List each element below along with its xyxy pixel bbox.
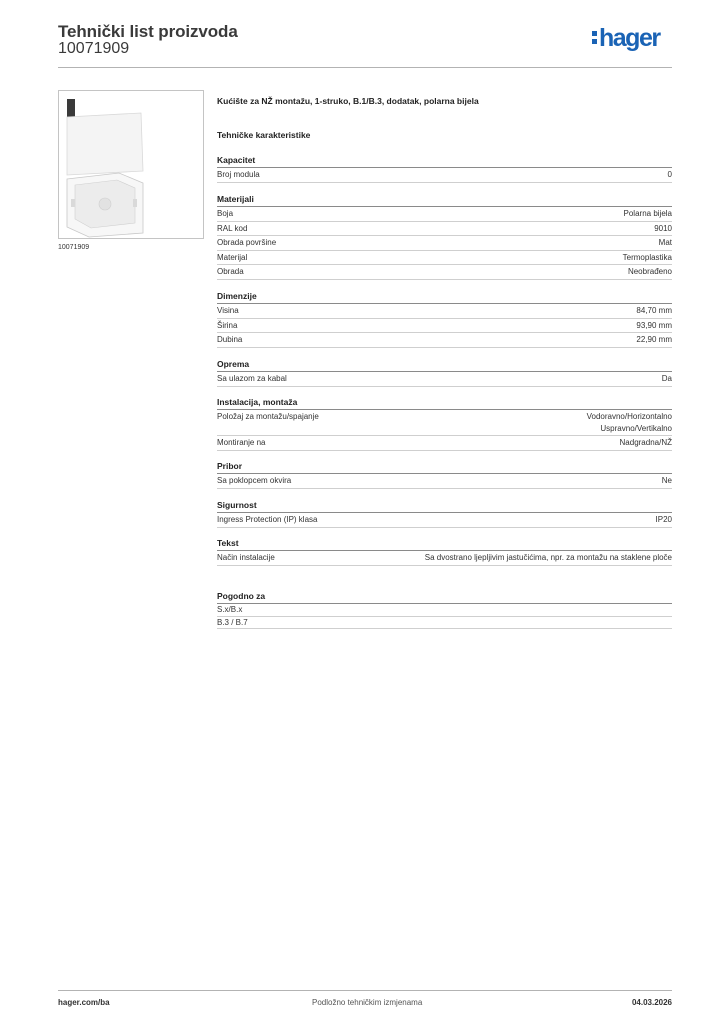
spec-row bbox=[217, 319, 672, 334]
section-dimenzije bbox=[217, 290, 672, 348]
spec-value: Sa dvostrano ljepljivim jastučićima, npr. za montažu na staklene ploče bbox=[424, 553, 672, 562]
section-tekst bbox=[217, 537, 672, 566]
section-title: Tekst bbox=[217, 537, 672, 551]
section-materijali bbox=[217, 193, 672, 280]
logo-dots-icon bbox=[592, 26, 597, 47]
section-pogodno-za bbox=[217, 590, 672, 629]
header-divider bbox=[58, 67, 672, 68]
spec-key: Položaj za montažu/spajanje bbox=[217, 412, 319, 421]
spec-key: Način instalacije bbox=[217, 553, 275, 562]
section-title: Pribor bbox=[217, 460, 672, 474]
section-oprema bbox=[217, 358, 672, 387]
spec-value: Polarna bijela bbox=[623, 209, 672, 218]
section-pribor bbox=[217, 460, 672, 489]
spec-row bbox=[217, 251, 672, 266]
section-title: Pogodno za bbox=[217, 590, 672, 604]
section-title: Dimenzije bbox=[217, 290, 672, 304]
spec-row bbox=[217, 304, 672, 319]
spec-value: Neobrađeno bbox=[627, 267, 672, 276]
footer-divider bbox=[58, 990, 672, 991]
page-title: Tehnički list proizvoda bbox=[58, 22, 238, 41]
spec-key: Širina bbox=[217, 320, 238, 330]
spec-row bbox=[217, 236, 672, 251]
product-image bbox=[58, 90, 204, 239]
footer-note: Podložno tehničkim izmjenama bbox=[312, 998, 423, 1007]
spec-key: Ingress Protection (IP) klasa bbox=[217, 515, 318, 524]
spec-key: Materijal bbox=[217, 252, 248, 262]
spec-row bbox=[217, 436, 672, 451]
spec-row bbox=[217, 207, 672, 222]
list-item: S.x/B.x bbox=[217, 604, 672, 617]
spec-row bbox=[217, 410, 672, 436]
image-caption: 10071909 bbox=[58, 244, 90, 251]
spec-row bbox=[217, 372, 672, 387]
spec-row bbox=[217, 551, 672, 566]
spec-key: Dubina bbox=[217, 335, 243, 344]
spec-value: Ne bbox=[661, 476, 672, 485]
spec-key: Boja bbox=[217, 209, 234, 218]
section-title: Sigurnost bbox=[217, 499, 672, 513]
section-title: Materijali bbox=[217, 193, 672, 207]
product-code: 10071909 bbox=[58, 40, 130, 57]
product-title: Kućište za NŽ montažu, 1-struko, B.1/B.3, dodatak, polarna bijela bbox=[217, 96, 479, 106]
spec-key: Sa poklopcem okvira bbox=[217, 476, 292, 485]
spec-key: Montiranje na bbox=[217, 438, 266, 447]
section-title: Instalacija, montaža bbox=[217, 396, 672, 410]
spec-key: Visina bbox=[217, 306, 239, 315]
spec-row bbox=[217, 265, 672, 280]
spec-value: 93,90 mm bbox=[636, 320, 672, 330]
spec-row bbox=[217, 474, 672, 489]
spec-value: Mat bbox=[658, 238, 672, 247]
spec-value: Vodoravno/Horizontalno Uspravno/Vertikalno bbox=[586, 412, 672, 433]
section-instalacija bbox=[217, 396, 672, 451]
spec-key: Obrada površine bbox=[217, 238, 277, 247]
product-illustration bbox=[59, 91, 205, 240]
logo-text: hager bbox=[599, 24, 660, 52]
spec-heading: Tehničke karakteristike bbox=[217, 130, 311, 140]
section-sigurnost bbox=[217, 499, 672, 528]
section-kapacitet bbox=[217, 154, 672, 183]
spec-value: 9010 bbox=[654, 223, 672, 233]
footer-date: 04.03.2026 bbox=[631, 998, 672, 1007]
spec-value: IP20 bbox=[655, 515, 672, 524]
spec-value: 22,90 mm bbox=[636, 335, 672, 344]
spec-value: 0 bbox=[667, 170, 672, 179]
spec-value: Nadgradna/NŽ bbox=[619, 438, 672, 447]
spec-row bbox=[217, 513, 672, 528]
hager-logo bbox=[592, 26, 660, 51]
spec-row bbox=[217, 168, 672, 183]
spec-key: Broj modula bbox=[217, 170, 260, 179]
spec-row bbox=[217, 333, 672, 348]
spec-value: Termoplastika bbox=[622, 252, 672, 262]
spec-row bbox=[217, 222, 672, 237]
spec-value: 84,70 mm bbox=[636, 306, 672, 315]
section-title: Kapacitet bbox=[217, 154, 672, 168]
spec-key: Obrada bbox=[217, 267, 244, 276]
spec-key: RAL kod bbox=[217, 223, 248, 233]
section-title: Oprema bbox=[217, 358, 672, 372]
spec-value: Da bbox=[661, 374, 672, 383]
list-item: B.3 / B.7 bbox=[217, 617, 672, 630]
spec-key: Sa ulazom za kabal bbox=[217, 374, 287, 383]
footer-website: hager.com/ba bbox=[58, 998, 110, 1007]
